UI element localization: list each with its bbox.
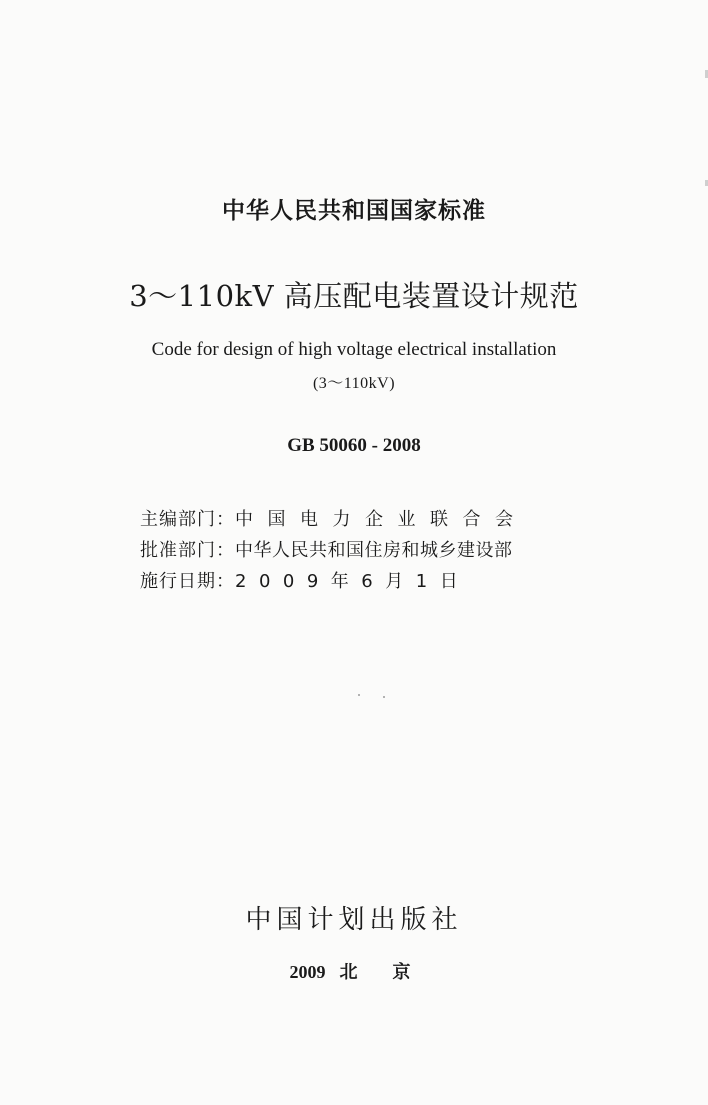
chief-editor-label: 主编部门： — [140, 509, 235, 530]
scan-speck — [358, 694, 360, 696]
standard-code: GB 50060 - 2008 — [287, 435, 421, 456]
chief-editor-value: 中国电力企业联合会 — [235, 509, 528, 530]
publication-imprint — [0, 958, 708, 984]
publication-city: 北 京 — [339, 962, 413, 983]
approval-department-row — [140, 536, 513, 562]
document-title-english: Code for design of high voltage electrical installation — [151, 339, 557, 360]
effective-date-label: 施行日期： — [140, 571, 235, 592]
publisher-name: 中国计划出版社 — [245, 905, 463, 935]
effective-date-value: 2009年6月1日 — [235, 571, 471, 592]
approval-department-label: 批准部门： — [140, 540, 235, 561]
chief-editor-row — [140, 505, 528, 531]
scan-speck — [383, 696, 385, 698]
publication-year: 2009 — [289, 962, 326, 982]
document-title-english-voltage: (3～110kV) — [312, 375, 396, 392]
document-title-chinese: 3～110kV 高压配电装置设计规范 — [129, 279, 579, 313]
national-standard-label: 中华人民共和国国家标准 — [222, 198, 486, 224]
effective-date-row — [140, 567, 470, 593]
approval-department-value: 中华人民共和国住房和城乡建设部 — [235, 540, 513, 561]
